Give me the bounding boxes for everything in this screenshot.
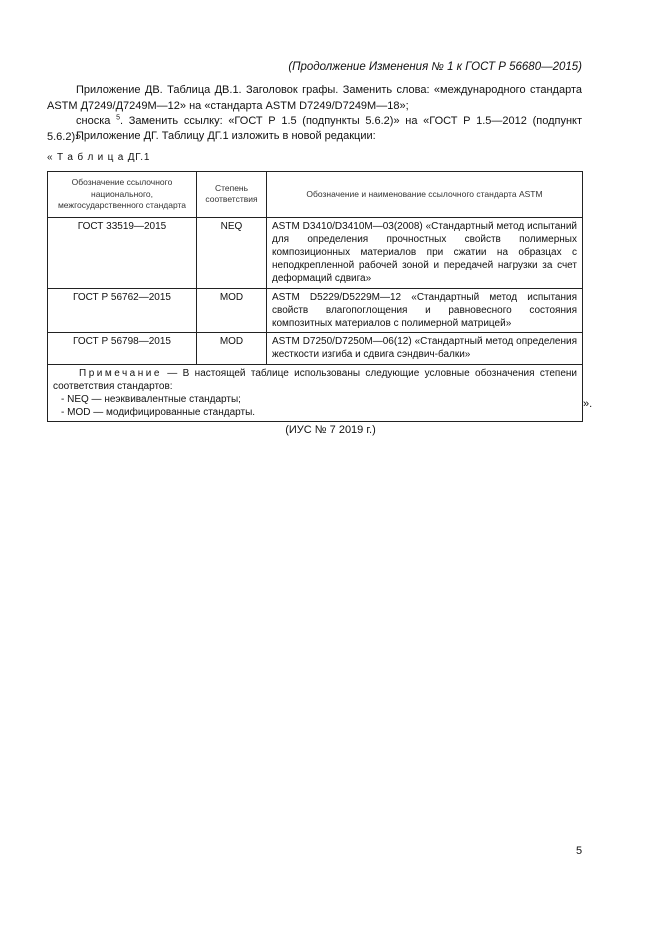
row-description: ASTM D7250/D7250M—06(12) «Стандартный метод определения жесткости изгиба и сдвига сэндвич-балки» (267, 333, 583, 364)
row-standard: ГОСТ Р 56762—2015 (48, 288, 197, 333)
ius-reference: (ИУС № 7 2019 г.) (285, 424, 376, 436)
note-intro (53, 367, 577, 393)
note-label: Примечание (79, 367, 162, 379)
note-item-mod: - MOD — модифицированные стандарты. (61, 407, 256, 419)
row-degree: MOD (197, 333, 267, 364)
reference-standards-table (47, 171, 583, 422)
table-header-row (48, 172, 583, 218)
header-national-standard: Обозначение ссылочного национального, межгосударственного стандарта (48, 172, 197, 218)
table-row (48, 288, 583, 333)
row-degree: MOD (197, 288, 267, 333)
header-astm-standard: Обозначение и наименование ссылочного стандарта ASTM (267, 172, 583, 218)
page-number: 5 (576, 845, 583, 857)
document-header: (Продолжение Изменения № 1 к ГОСТ Р 56680—2015) (288, 61, 582, 73)
table-note (48, 364, 583, 422)
note-text: — В настоящей таблице использованы следующие условные обозначения степени соответствия стандартов: (53, 367, 577, 392)
table-closing-quote: ». (583, 398, 593, 410)
row-description: ASTM D3410/D3410M—03(2008) «Стандартный метод испытаний для определения прочностных свойств полимерных композиционных материалов при сжатии на образцах с неподкрепленной рабочей зоной и передачей нагрузки за счет деформаций сдвига» (267, 217, 583, 288)
row-standard: ГОСТ Р 56798—2015 (48, 333, 197, 364)
footnote-prefix: сноска (76, 115, 111, 127)
note-item-neq: - NEQ — неэквивалентные стандарты; (61, 393, 241, 405)
table-note-row (48, 364, 583, 422)
table-caption: « Т а б л и ц а ДГ.1 (47, 152, 151, 163)
footnote-text: . Заменить ссылку: «ГОСТ Р 1.5 (подпункты 5.6.2)» на «ГОСТ Р 1.5—2012 (подпункт 5.6.2)». (47, 115, 582, 143)
table-row (48, 333, 583, 364)
paragraph-appendix-dv: Приложение ДВ. Таблица ДВ.1. Заголовок графы. Заменить слова: «международного стандарта ASTM Д7249/Д7249М—12» на «стандарта ASTM D7249/D7249M—18»; (47, 84, 582, 112)
row-description: ASTM D5229/D5229M—12 «Стандартный метод испытания свойств влагопоглощения и равновесного состояния композитных материалов с полимерной матрицей» (267, 288, 583, 333)
row-standard: ГОСТ 33519—2015 (48, 217, 197, 288)
paragraph-appendix-dg: Приложение ДГ. Таблицу ДГ.1 изложить в новой редакции: (76, 130, 376, 142)
row-degree: NEQ (197, 217, 267, 288)
table-row (48, 217, 583, 288)
footnote-number: 5 (116, 114, 120, 122)
header-degree: Степень соответствия (197, 172, 267, 218)
